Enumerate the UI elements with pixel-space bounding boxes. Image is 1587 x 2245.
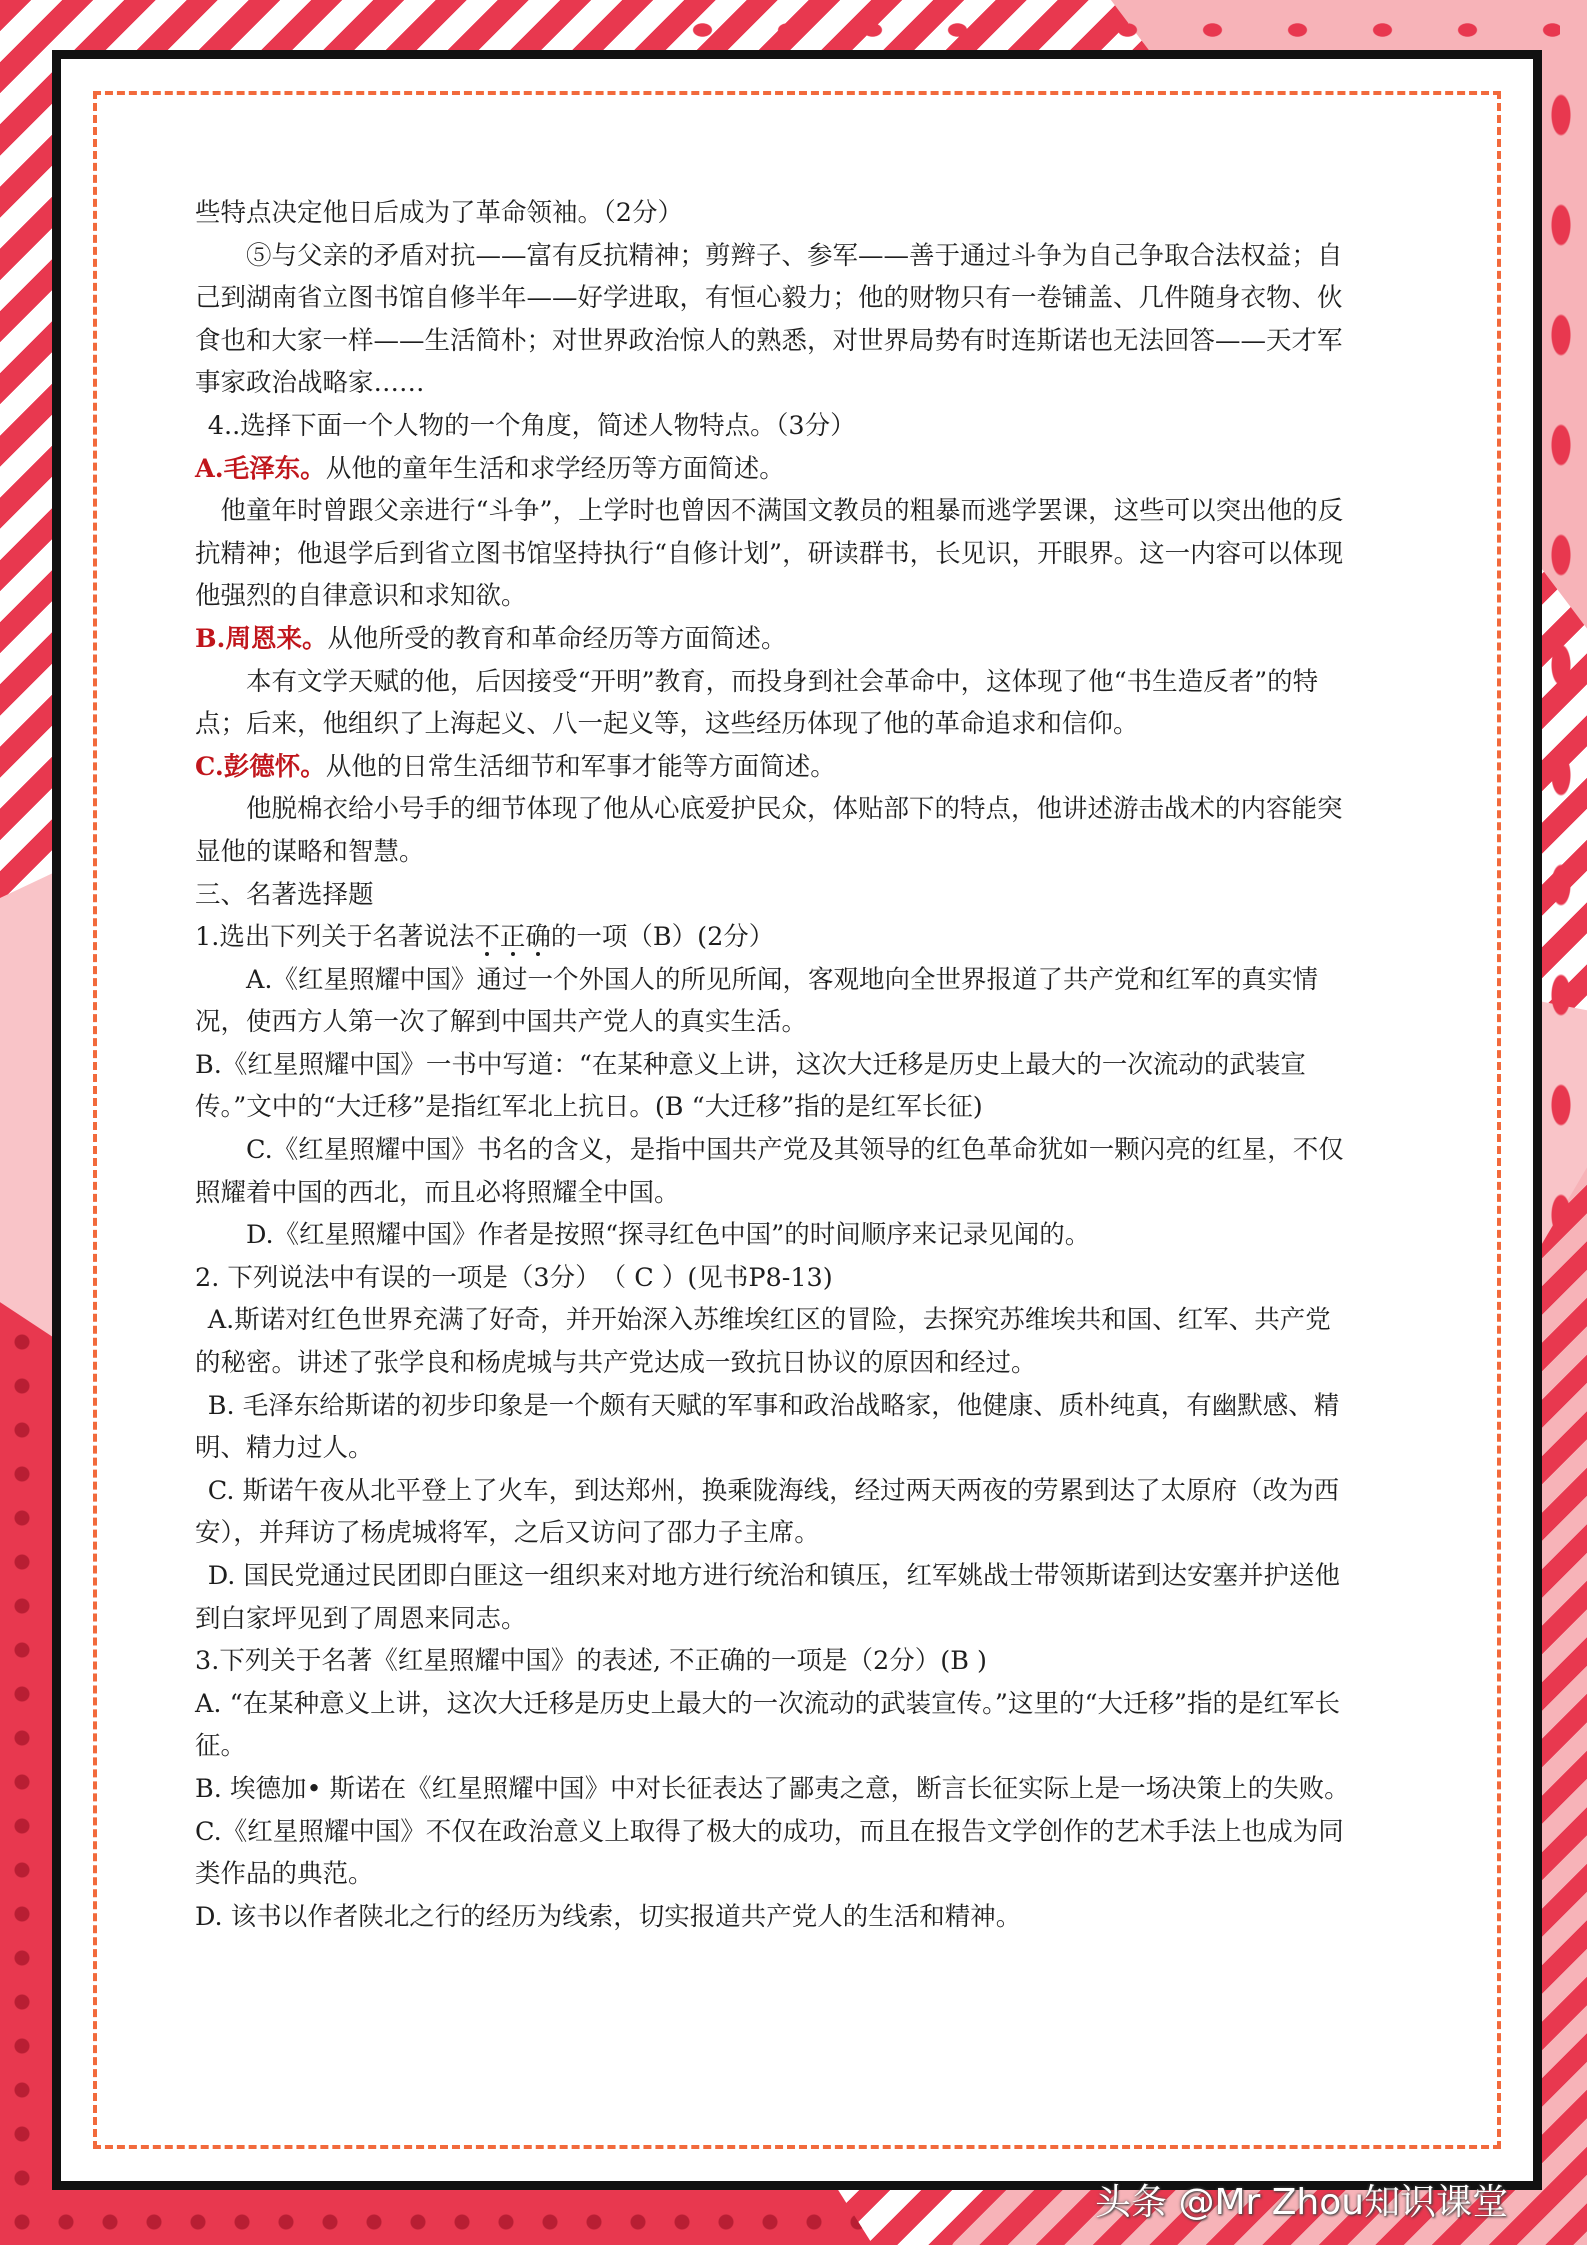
question-1 bbox=[195, 916, 1350, 959]
q3-option-a: A. “在某种意义上讲，这次大迁移是历史上最大的一次流动的武装宣传。”这里的“大迁移”指的是红军长征。 bbox=[195, 1688, 1341, 1762]
option-c-heading bbox=[195, 746, 1350, 789]
q1-text: 1.选出下列关于名著说法 bbox=[195, 922, 475, 953]
text-line: 些特点决定他日后成为了革命领袖。（2分） bbox=[195, 198, 683, 228]
option-a-heading bbox=[195, 448, 1350, 491]
option-a-text: 从他的童年生活和求学经历等方面简述。 bbox=[325, 453, 785, 484]
person-name: 周恩来。 bbox=[225, 623, 328, 654]
option-a-label: A. bbox=[195, 453, 224, 484]
q2-option-d: D. 国民党通过民团即白匪这一组织来对地方进行统治和镇压，红军姚战士带领斯诺到达安塞并护送他到白家坪见到了周恩来同志。 bbox=[195, 1561, 1340, 1634]
option-c-label: C. bbox=[195, 751, 224, 782]
option-c-text: 从他的日常生活细节和军事才能等方面简述。 bbox=[325, 751, 836, 782]
person-name: 毛泽东。 bbox=[223, 453, 326, 484]
q1-option-c: C.《红星照耀中国》书名的含义，是指中国共产党及其领导的红色革命犹如一颗闪亮的红星，不仅照耀着中国的西北，而且必将照耀全中国。 bbox=[195, 1135, 1344, 1208]
q3-option-d: D. 该书以作者陕北之行的经历为线索，切实报道共产党人的生活和精神。 bbox=[195, 1901, 1022, 1932]
q3-option-b: B. 埃德加• 斯诺在《红星照耀中国》中对长征表达了鄙夷之意，断言长征实际上是一场决策上的失败。 bbox=[195, 1773, 1350, 1804]
q2-option-b: B. 毛泽东给斯诺的初步印象是一个颇有天赋的军事和政治战略家，他健康、质朴纯真，有幽默感、精明、精力过人。 bbox=[195, 1390, 1340, 1464]
emphasis-char: 正 bbox=[499, 922, 526, 953]
option-b-person bbox=[225, 624, 327, 654]
option-b-text: 从他所受的教育和革命经历等方面简述。 bbox=[327, 623, 787, 654]
option-b-answer: 本有文学天赋的他，后因接受“开明”教育，而投身到社会革命中，这体现了他“书生造反者”的特点；后来，他组织了上海起义、八一起义等，这些经历体现了他的革命追求和信仰。 bbox=[195, 666, 1319, 740]
q1-option-d: D.《红星照耀中国》作者是按照“探寻红色中国”的时间顺序来记录见闻的。 bbox=[246, 1220, 1091, 1251]
watermark: 头条 @Mr Zhou知识课堂 bbox=[1095, 2182, 1509, 2223]
option-a-person bbox=[224, 454, 326, 484]
q1-option-a: A.《红星照耀中国》通过一个外国人的所见所闻，客观地向全世界报道了共产党和红军的真实情况，使西方人第一次了解到中国共产党人的真实生活。 bbox=[195, 964, 1319, 1038]
q3-option-c: C.《红星照耀中国》不仅在政治意义上取得了极大的成功，而且在报告文学创作的艺术手法上也成为同类作品的典范。 bbox=[195, 1816, 1344, 1890]
emphasis-char: 不 bbox=[474, 922, 500, 953]
q2-option-c: C. 斯诺午夜从北平登上了火车，到达郑州，换乘陇海线，经过两天两夜的劳累到达了太原府（改为西安），并拜访了杨虎城将军，之后又访问了邵力子主席。 bbox=[195, 1475, 1340, 1549]
decorative-dots-right bbox=[1535, 60, 1587, 1260]
option-c-answer: 他脱棉衣给小号手的细节体现了他从心底爱护民众，体贴部下的特点，他讲述游击战术的内容能突显他的谋略和智慧。 bbox=[195, 794, 1343, 867]
q1-option-b: B.《红星照耀中国》一书中写道：“在某种意义上讲，这次大迁移是历史上最大的一次流动的武装宣传。”文中的“大迁移”是指红军北上抗日。(B “大迁移”指的是红军长征) bbox=[195, 1049, 1306, 1123]
person-name: 彭德怀。 bbox=[223, 751, 326, 782]
section-heading: 三、名著选择题 bbox=[195, 879, 374, 910]
text-paragraph: ⑤与父亲的矛盾对抗——富有反抗精神；剪辫子、参军——善于通过斗争为自己争取合法权益；自己到湖南省立图书馆自修半年——好学进取，有恒心毅力；他的财物只有一卷铺盖、几件随身衣物、伙食也和大家一样——生活简朴；对世界政治惊人的熟悉，对世界局势有时连斯诺也无法回答——天才军事家政治战略家…… bbox=[195, 240, 1343, 399]
q2-option-a: A.斯诺对红色世界充满了好奇，并开始深入苏维埃红区的冒险，去探究苏维埃共和国、红军、共产党的秘密。讲述了张学良和杨虎城与共产党达成一致抗日协议的原因和经过。 bbox=[195, 1305, 1331, 1379]
question-2: 2. 下列说法中有误的一项是（3分） （ C ）(见书P8-13) bbox=[195, 1262, 833, 1293]
question-3: 3.下列关于名著《红星照耀中国》的表述, 不正确的一项是（2分）(B ) bbox=[195, 1646, 988, 1677]
q1-text-end: 的一项（B）(2分） bbox=[550, 922, 775, 953]
option-a-answer: 他童年时曾跟父亲进行“斗争”，上学时也曾因不满国文教员的粗暴而逃学罢课，这些可以突出他的反抗精神；他退学后到省立图书馆坚持执行“自修计划”，研读群书，长见识，开眼界。这一内容可以体现他强烈的自律意识和求知欲。 bbox=[195, 496, 1344, 612]
emphasis-char: 确 bbox=[525, 922, 551, 953]
option-b-heading bbox=[195, 618, 1350, 661]
document-content bbox=[195, 192, 1350, 1938]
option-b-label: B. bbox=[195, 623, 226, 654]
question-4: 4..选择下面一个人物的一个角度，简述人物特点。（3分） bbox=[207, 410, 856, 441]
option-c-person bbox=[224, 752, 326, 782]
